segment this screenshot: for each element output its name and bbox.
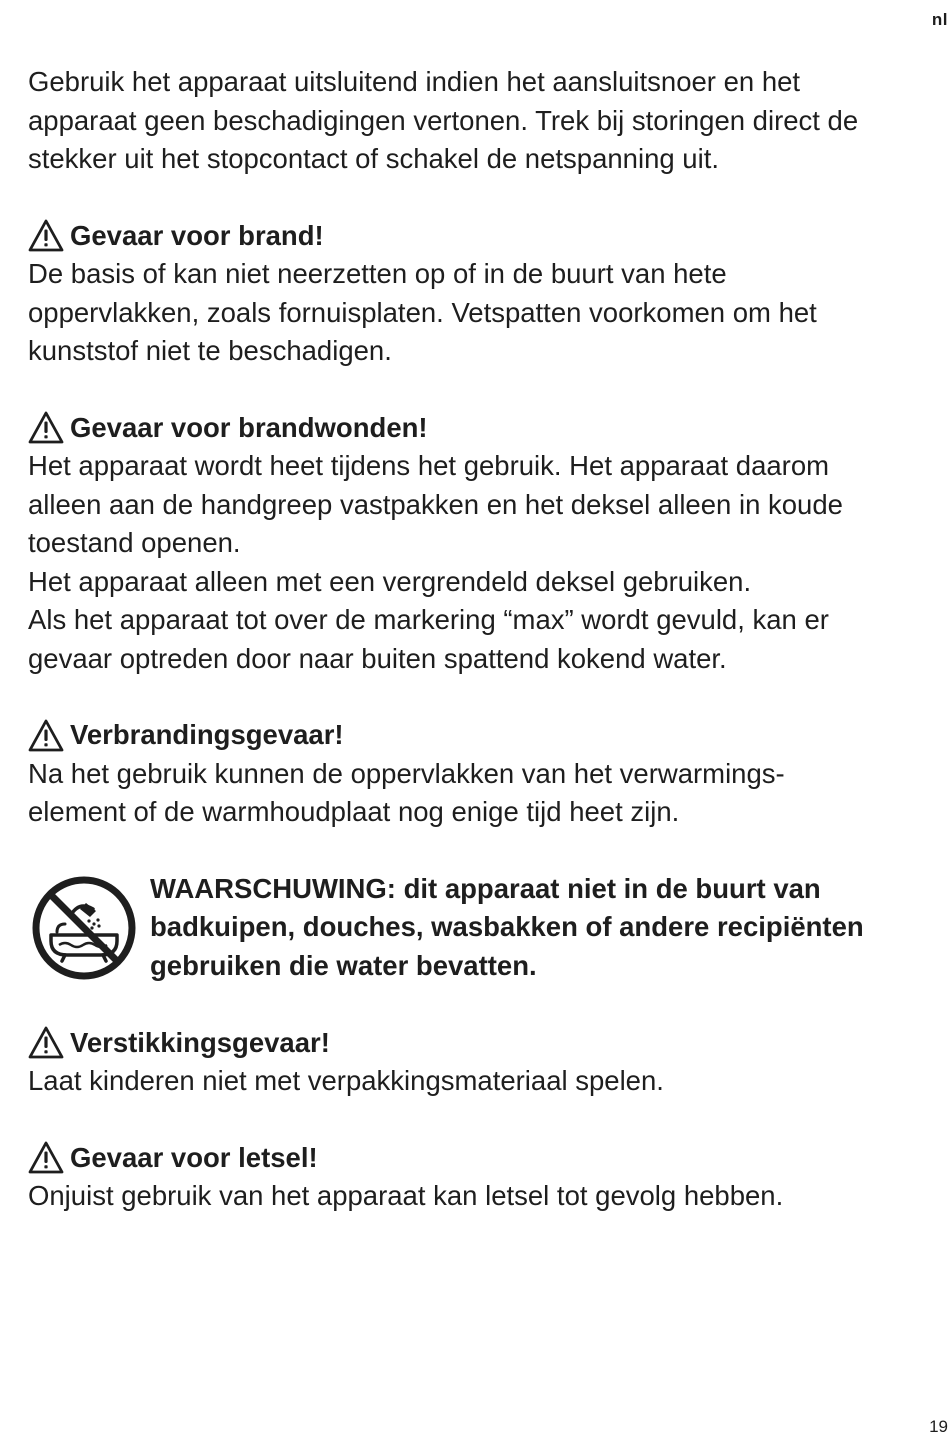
section-title: Verstikkingsgevaar! xyxy=(70,1026,330,1058)
section-paragraph xyxy=(28,1062,950,1101)
text-line: apparaat geen beschadigingen vertonen. Trek bij storingen direct de xyxy=(28,104,859,136)
no-bath-shower-icon xyxy=(31,875,137,981)
text-line: Als het apparaat tot over de markering “max” wordt gevuld, kan er xyxy=(28,604,829,635)
warning-triangle-icon xyxy=(28,719,64,752)
suffocation-hazard-section xyxy=(28,1024,950,1101)
burn-hazard-section xyxy=(28,409,950,679)
injury-hazard-section xyxy=(28,1139,950,1216)
section-paragraph xyxy=(28,1177,950,1216)
text-line: gebruiken die water bevatten. xyxy=(150,949,537,981)
section-title: Gevaar voor letsel! xyxy=(70,1141,318,1173)
section-title: Gevaar voor brandwonden! xyxy=(70,411,428,443)
warning-triangle-icon xyxy=(28,411,64,444)
text-line: stekker uit het stopcontact of schakel de netspanning uit. xyxy=(28,143,719,174)
page-number: 19 xyxy=(929,1417,948,1436)
text-line: gevaar optreden door naar buiten spattend kokend water. xyxy=(28,642,727,674)
text-line: toestand openen. xyxy=(28,527,241,558)
section-heading xyxy=(28,409,950,448)
section-heading xyxy=(28,1024,950,1063)
bath-warning-text xyxy=(150,870,950,986)
warning-triangle-icon xyxy=(28,219,64,252)
section-title: Gevaar voor brand! xyxy=(70,219,324,251)
warning-triangle-icon xyxy=(28,1141,64,1174)
text-line: Het apparaat alleen met een vergrendeld deksel gebruiken. xyxy=(28,565,752,597)
section-paragraph xyxy=(28,755,950,832)
text-line: oppervlakken, zoals fornuisplaten. Vetspatten voorkomen om het xyxy=(28,296,817,328)
text-line: badkuipen, douches, wasbakken of andere recipiënten xyxy=(150,911,864,942)
language-tag: nl xyxy=(931,10,948,29)
section-heading xyxy=(28,1139,950,1178)
text-line: Laat kinderen niet met verpakkingsmateriaal spelen. xyxy=(28,1065,664,1096)
warning-triangle-icon xyxy=(28,1026,64,1059)
text-line: Gebruik het apparaat uitsluitend indien het aansluitsnoer en het xyxy=(28,66,801,97)
section-title: Verbrandingsgevaar! xyxy=(70,719,344,750)
text-line: Het apparaat wordt heet tijdens het gebruik. Het apparaat daarom xyxy=(28,450,830,481)
section-heading xyxy=(28,716,950,755)
intro-paragraph xyxy=(28,63,950,179)
text-line: WAARSCHUWING: dit apparaat niet in de buurt van xyxy=(150,872,821,904)
section-paragraph xyxy=(28,447,950,678)
section-heading xyxy=(28,217,950,256)
text-line: Na het gebruik kunnen de oppervlakken van het verwarmings- xyxy=(28,757,785,789)
section-paragraph xyxy=(28,255,950,371)
text-line: Onjuist gebruik van het apparaat kan letsel tot gevolg hebben. xyxy=(28,1180,784,1211)
fire-hazard-section xyxy=(28,217,950,371)
text-line: De basis of kan niet neerzetten op of in de buurt van hete xyxy=(28,258,727,289)
text-line: element of de warmhoudplaat nog enige tijd heet zijn. xyxy=(28,796,680,827)
text-line: alleen aan de handgreep vastpakken en het deksel alleen in koude xyxy=(28,488,843,520)
text-line: kunststof niet te beschadigen. xyxy=(28,335,392,366)
document-body xyxy=(28,63,950,1216)
bath-warning-block xyxy=(28,870,950,986)
scald-hazard-section xyxy=(28,716,950,832)
